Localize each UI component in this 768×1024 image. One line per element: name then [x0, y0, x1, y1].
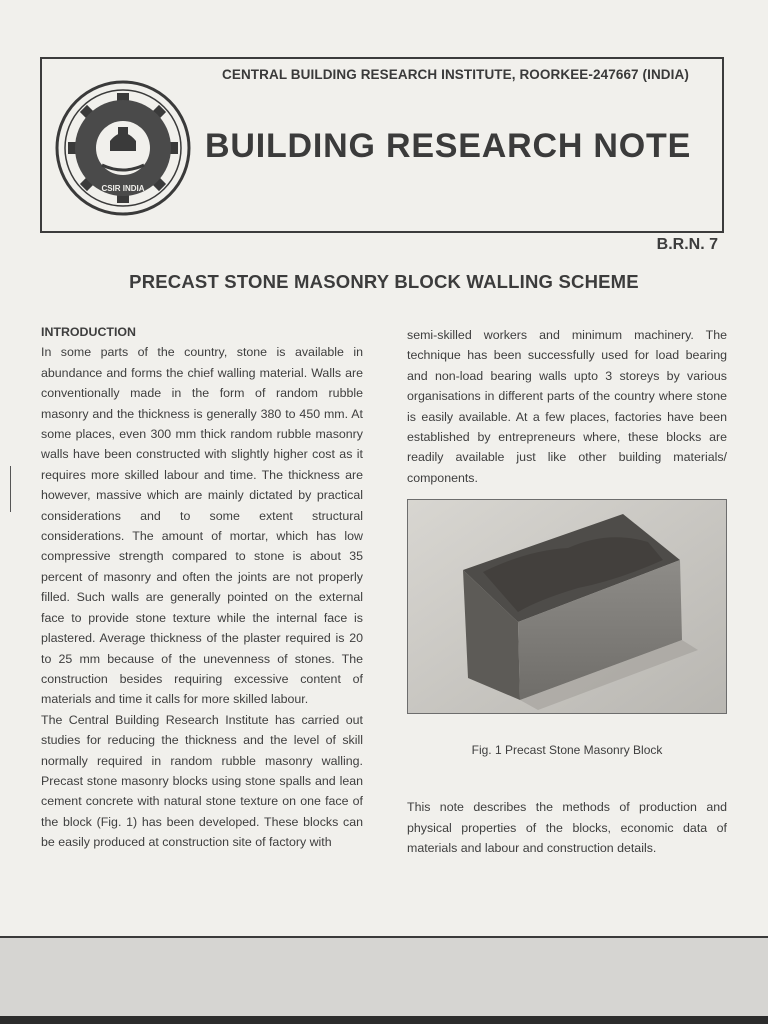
intro-paragraph-1: In some parts of the country, stone is available in abundance and forms the chief walling material. Walls are conventionally made in the form of random rubble masonry and the thickness is generally 380 to 450 mm. At some places, even 300 mm thick random rubble masonry walls have been constructed with slightly higher cost as it requires more skilled labour and time. The thickness are however, massive which are mainly dictated by practical considerations and to some extent structural considerations. The amount of mortar, which has low compressive strength compared to stone is about 35 percent of masonry and often the joints are not properly filled. Such walls are generally pointed on the external face to provide stone texture while the internal face is plastered. Average thickness of the plaster required is 20 to 25 mm because of the unevenness of stones. The construction besides requiring excessive content of materials and time it calls for more skilled labour.: [41, 345, 363, 707]
footer-band: [0, 938, 768, 1024]
section-heading: INTRODUCTION: [41, 325, 136, 339]
series-title: BUILDING RESEARCH NOTE: [205, 127, 692, 165]
institute-name: CENTRAL BUILDING RESEARCH INSTITUTE, ROORKEE-247667 (INDIA): [222, 67, 689, 82]
logo-text: CSIR INDIA: [101, 184, 145, 193]
intro-paragraph-3: semi-skilled workers and minimum machinery. The technique has been successfully used for load bearing and non-load bearing walls upto 3 storeys by various organisations in different parts of the country where stone is easily available. At a few places, factories have been established by entrepreneurs where, these blocks are readily available just like other building materials/ components.: [407, 328, 727, 485]
figure-photo: [407, 499, 727, 714]
right-column-lower: [407, 785, 727, 871]
figure-caption: Fig. 1 Precast Stone Masonry Block: [471, 743, 663, 757]
document-title: PRECAST STONE MASONRY BLOCK WALLING SCHEME: [129, 271, 639, 292]
note-code: B.R.N. 7: [656, 236, 718, 253]
header-box: [40, 57, 724, 233]
margin-mark: [10, 466, 11, 512]
csir-logo: [54, 79, 192, 217]
right-column: [407, 325, 727, 488]
left-column: [41, 322, 363, 853]
stone-block-photo: [408, 500, 726, 713]
note-summary-paragraph: This note describes the methods of production and physical properties of the blocks, economic data of materials and labour and construction details.: [407, 800, 727, 856]
footer-edge: [0, 1016, 768, 1024]
intro-paragraph-2: The Central Building Research Institute has carried out studies for reducing the thickness and the level of skill normally required in random rubble masonry walling. Precast stone masonry blocks using stone spalls and lean cement concrete with natural stone texture on one face of the block (Fig. 1) has been developed. These blocks can be easily produced at construction site of factory with: [41, 712, 363, 850]
